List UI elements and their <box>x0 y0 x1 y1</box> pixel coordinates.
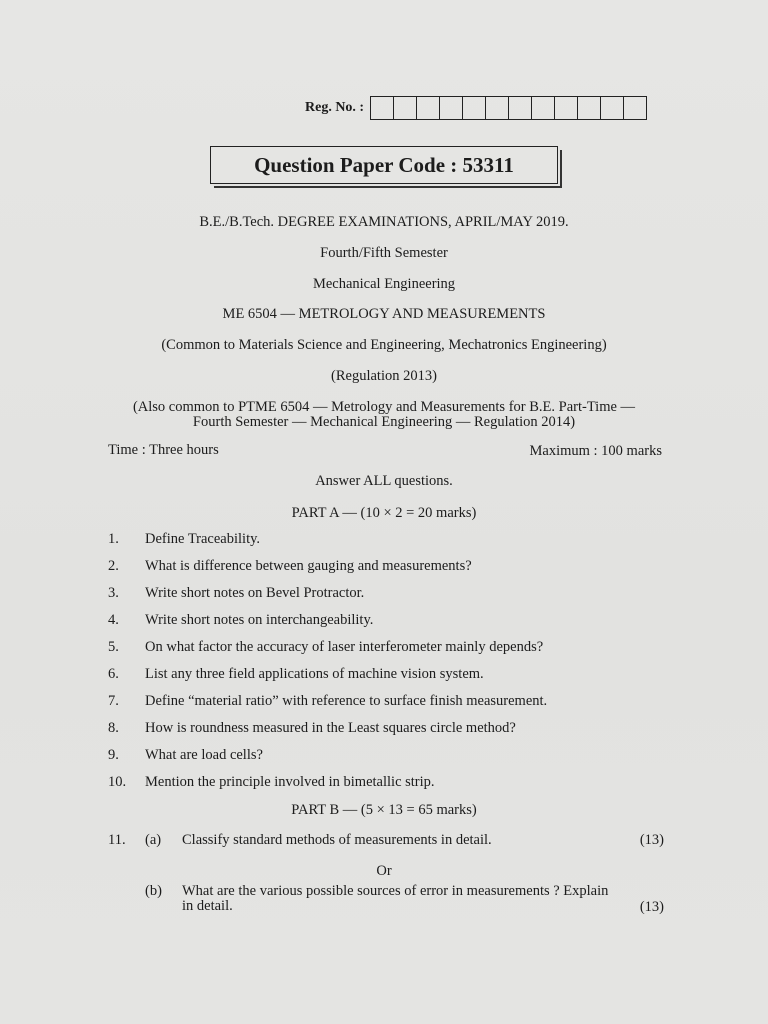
question-item <box>108 720 516 737</box>
question-number: 8. <box>108 720 119 736</box>
max-marks-label: Maximum : 100 marks <box>529 443 662 459</box>
question-text: On what factor the accuracy of laser interferometer mainly depends? <box>145 639 544 655</box>
q11a-label: (a) <box>145 832 162 848</box>
question-item <box>108 639 543 656</box>
question-number: 3. <box>108 585 119 601</box>
reg-no-box <box>394 97 417 119</box>
reg-no-label: Reg. No. : <box>305 100 365 115</box>
course-title: ME 6504 — METROLOGY AND MEASUREMENTS <box>222 306 546 322</box>
or-separator: Or <box>376 863 392 879</box>
question-text: How is roundness measured in the Least squares circle method? <box>145 720 516 736</box>
part-b-title: PART B — (5 × 13 = 65 marks) <box>291 802 477 818</box>
exam-title: B.E./B.Tech. DEGREE EXAMINATIONS, APRIL/MAY 2019. <box>199 214 569 230</box>
question-item <box>108 558 472 575</box>
question-number: 4. <box>108 612 119 628</box>
reg-no-box <box>463 97 486 119</box>
q11b-label: (b) <box>145 883 162 899</box>
question-text: Define Traceability. <box>145 531 261 547</box>
reg-no-box <box>417 97 440 119</box>
question-item <box>108 612 373 629</box>
question-number: 5. <box>108 639 119 655</box>
question-text: Write short notes on Bevel Protractor. <box>145 585 365 601</box>
also-common-line-2: Fourth Semester — Mechanical Engineering — Regulation 2014) <box>192 414 576 430</box>
reg-no-box <box>509 97 532 119</box>
question-number: 7. <box>108 693 119 709</box>
q11b-text-line-1: What are the various possible sources of error in measurements ? Explain <box>182 883 609 899</box>
part-a-title: PART A — (10 × 2 = 20 marks) <box>291 505 477 521</box>
q11-number: 11. <box>108 832 126 848</box>
question-number: 9. <box>108 747 119 763</box>
time-label: Time : Three hours <box>108 442 219 458</box>
reg-no-box <box>440 97 463 119</box>
common-note: (Common to Materials Science and Engineering, Mechatronics Engineering) <box>161 337 607 353</box>
reg-no-box <box>486 97 509 119</box>
reg-no-box <box>601 97 624 119</box>
question-paper-code-box <box>210 146 558 184</box>
reg-no-box <box>624 97 646 119</box>
question-item <box>108 585 364 602</box>
question-item <box>108 774 435 791</box>
question-number: 10. <box>108 774 127 790</box>
q11b-text-line-2: in detail. <box>182 898 233 914</box>
question-number: 6. <box>108 666 119 682</box>
semester: Fourth/Fifth Semester <box>320 245 448 261</box>
question-item <box>108 693 547 710</box>
instruction: Answer ALL questions. <box>315 473 453 489</box>
q11a-text: Classify standard methods of measurements in detail. <box>182 832 492 848</box>
question-text: Write short notes on interchangeability. <box>145 612 374 628</box>
question-text: What are load cells? <box>145 747 263 763</box>
branch: Mechanical Engineering <box>312 276 456 292</box>
question-item <box>108 747 263 764</box>
question-paper-code: Question Paper Code : 53311 <box>254 153 514 177</box>
question-number: 2. <box>108 558 119 574</box>
question-text: Define “material ratio” with reference to surface finish measurement. <box>145 693 548 709</box>
regulation: (Regulation 2013) <box>331 368 437 384</box>
q11a-marks: (13) <box>639 832 664 848</box>
reg-no-boxes <box>370 96 647 120</box>
question-item <box>108 666 484 683</box>
question-text: List any three field applications of machine vision system. <box>145 666 484 682</box>
question-text: Mention the principle involved in bimetallic strip. <box>145 774 435 790</box>
question-text: What is difference between gauging and measurements? <box>145 558 472 574</box>
q11b-marks: (13) <box>639 899 664 915</box>
reg-no-box <box>532 97 555 119</box>
reg-no-box <box>371 97 394 119</box>
also-common-line-1: (Also common to PTME 6504 — Metrology and Measurements for B.E. Part-Time — <box>132 399 636 415</box>
reg-no-box <box>555 97 578 119</box>
reg-no-field <box>305 96 647 120</box>
question-number: 1. <box>108 531 119 547</box>
question-item <box>108 531 260 548</box>
reg-no-box <box>578 97 601 119</box>
